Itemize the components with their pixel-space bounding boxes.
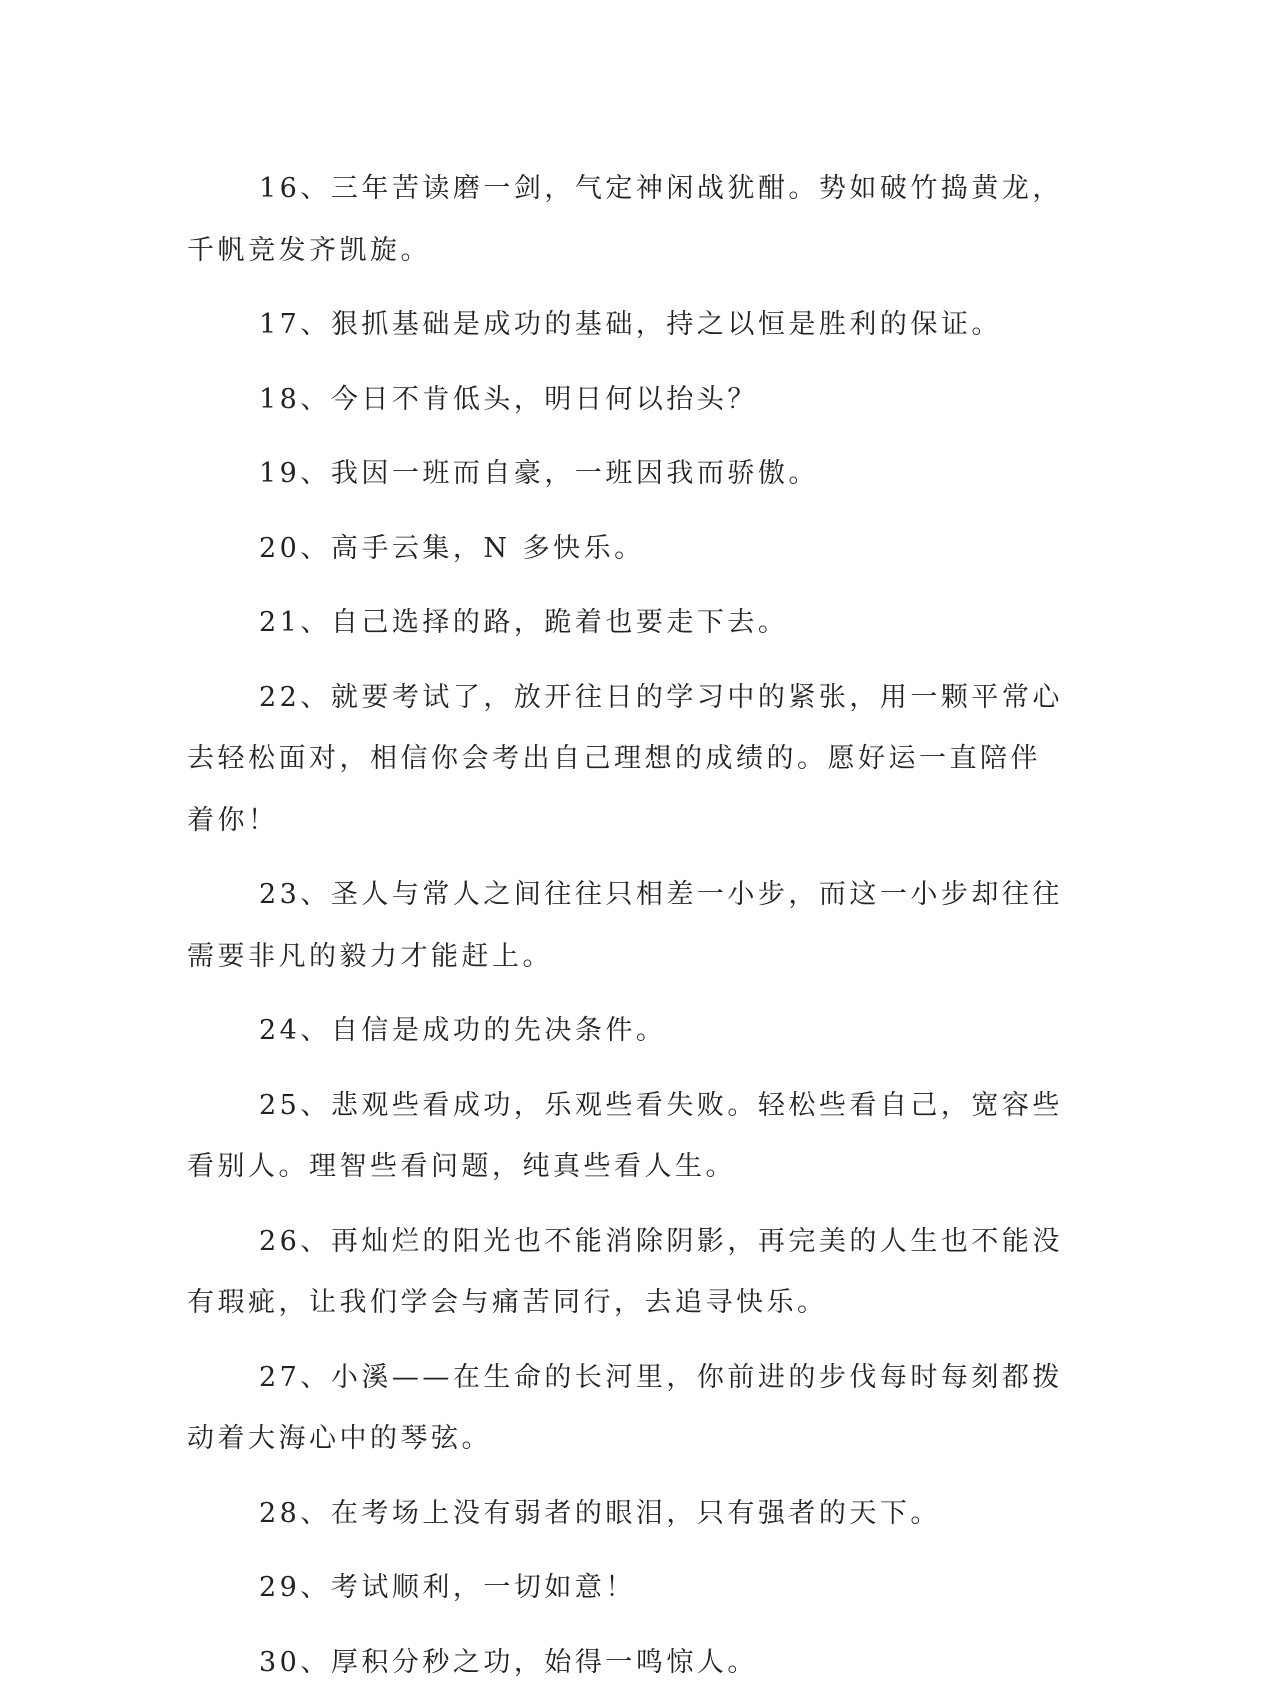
paragraph-25: 25、悲观些看成功，乐观些看失败。轻松些看自己，宽容些看别人。理智些看问题，纯真些看人生。: [187, 1089, 1063, 1182]
paragraph-18: 18、今日不肯低头，明日何以抬头？: [259, 383, 758, 415]
document-body: [187, 158, 1067, 1706]
paragraph-30: 30、厚积分秒之功，始得一鸣惊人。: [259, 1646, 758, 1678]
paragraph-20: 20、高手云集，N 多快乐。: [259, 532, 645, 564]
paragraph-26: 26、再灿烂的阳光也不能消除阴影，再完美的人生也不能没有瑕疵，让我们学会与痛苦同行，去追寻快乐。: [187, 1225, 1063, 1318]
paragraph-21: 21、自己选择的路，跪着也要走下去。: [259, 607, 789, 638]
paragraph-28: 28、在考场上没有弱者的眼泪，只有强者的天下。: [259, 1497, 941, 1529]
paragraph-16: 16、三年苦读磨一剑，气定神闲战犹酣。势如破竹捣黄龙，千帆竞发齐凯旋。: [187, 173, 1063, 266]
paragraph-23: 23、圣人与常人之间往往只相差一小步，而这一小步却往往需要非凡的毅力才能赶上。: [187, 879, 1063, 972]
paragraph-27: 27、小溪——在生命的长河里，你前进的步伐每时每刻都拨动着大海心中的琴弦。: [187, 1361, 1063, 1454]
paragraph-17: 17、狠抓基础是成功的基础，持之以恒是胜利的保证。: [259, 309, 1002, 340]
paragraph-22: 22、就要考试了，放开往日的学习中的紧张，用一颗平常心去轻松面对，相信你会考出自己理想的成绩的。愿好运一直陪伴着你！: [187, 681, 1063, 836]
paragraph-24: 24、自信是成功的先决条件。: [259, 1015, 667, 1046]
paragraph-19: 19、我因一班而自豪，一班因我而骄傲。: [259, 458, 819, 489]
paragraph-29: 29、考试顺利，一切如意！: [259, 1572, 636, 1603]
